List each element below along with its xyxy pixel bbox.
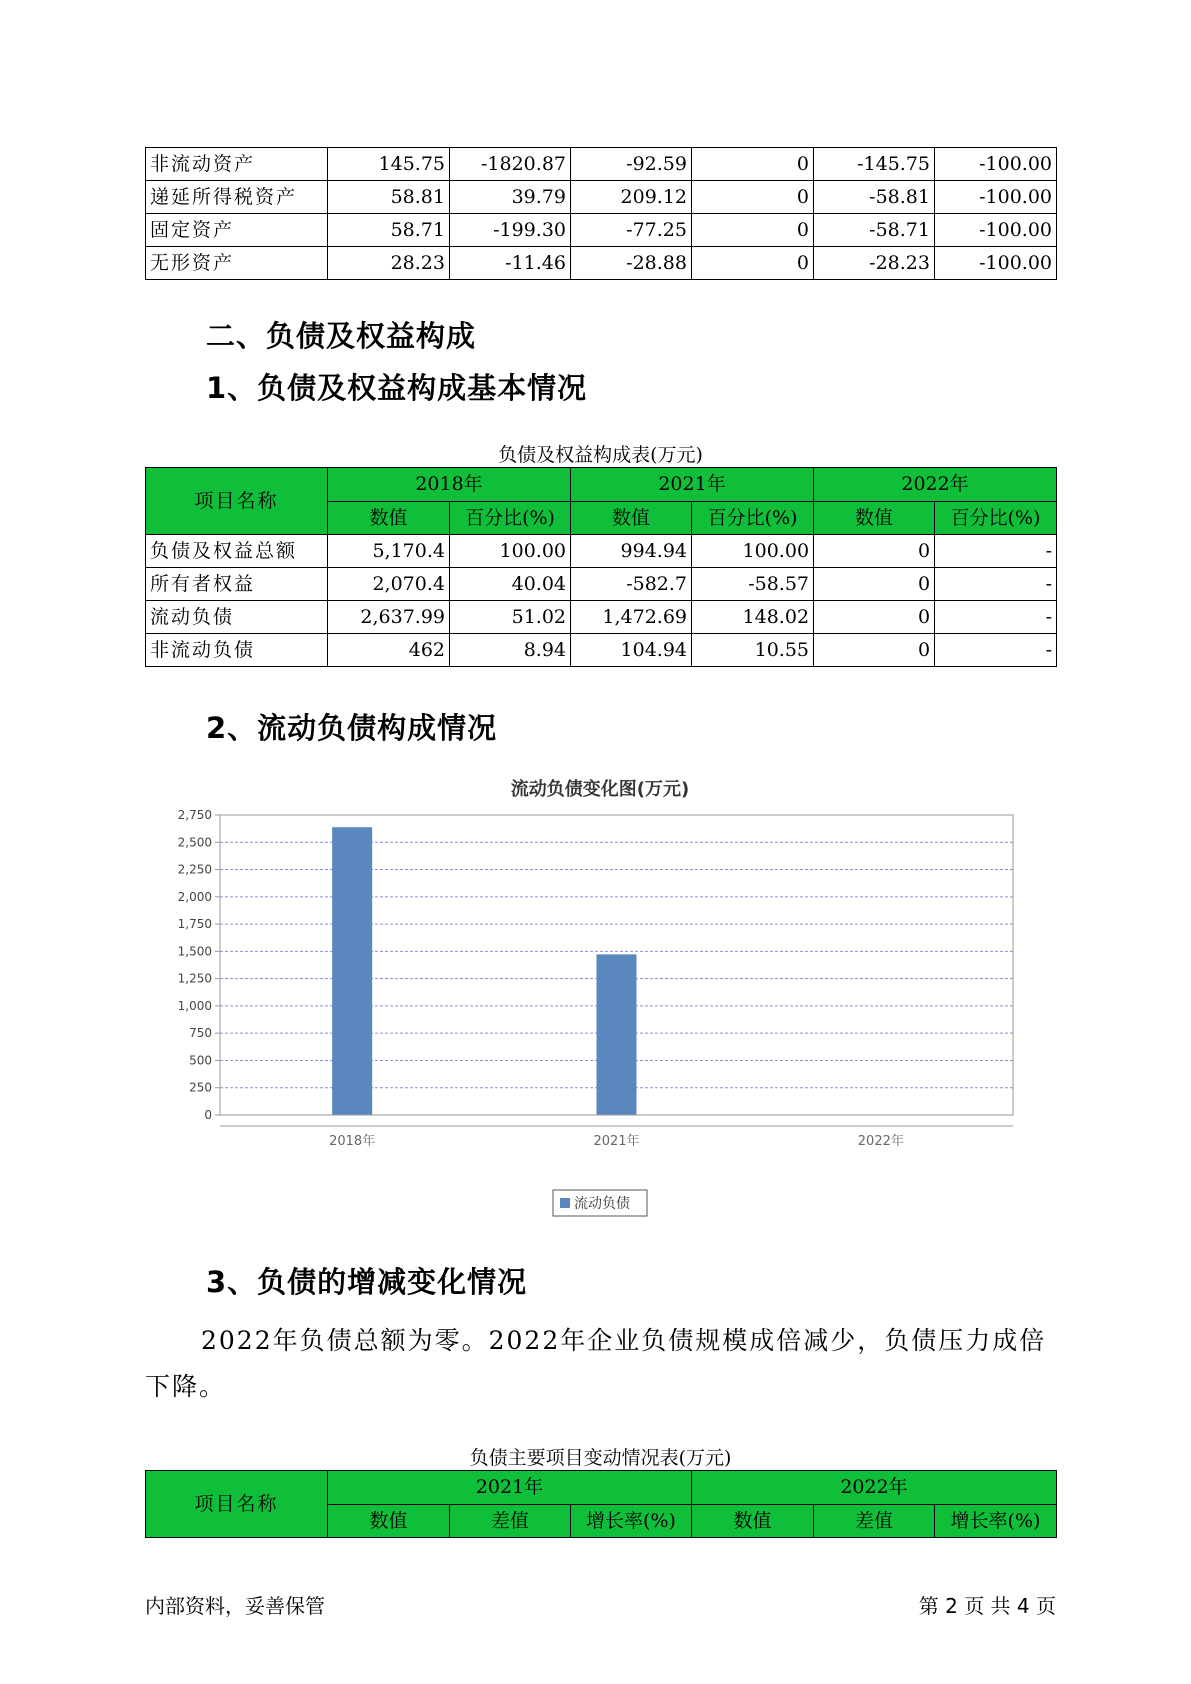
table-cell: 0	[814, 634, 935, 667]
table-cell: -199.30	[450, 214, 571, 247]
sub-header: 数值	[328, 501, 450, 535]
x-tick-label: 2021年	[593, 1134, 640, 1149]
table-cell: -58.57	[692, 568, 814, 601]
legend-swatch	[560, 1198, 570, 1208]
table-cell: 0	[692, 214, 814, 247]
table-cell: -92.59	[571, 148, 692, 181]
table-cell: 1,472.69	[571, 601, 692, 634]
table-cell: 2,070.4	[328, 568, 450, 601]
table-row	[146, 535, 1057, 568]
sub-header: 百分比(%)	[692, 501, 814, 535]
table-cell: 51.02	[450, 601, 571, 634]
table-cell: 58.71	[328, 214, 450, 247]
current-liabilities-chart	[160, 770, 1040, 1250]
y-tick-label: 750	[189, 1026, 212, 1041]
table-cell: -100.00	[935, 214, 1057, 247]
table-cell: -	[935, 634, 1057, 667]
year-header: 2021年	[571, 468, 814, 502]
row-label: 非流动资产	[146, 148, 328, 181]
chart-title: 流动负债变化图(万元)	[510, 779, 690, 800]
y-tick-label: 500	[189, 1053, 212, 1068]
year-header: 2018年	[328, 468, 571, 502]
item-name-header: 项目名称	[146, 1471, 328, 1538]
table-cell: -77.25	[571, 214, 692, 247]
y-tick-label: 2,000	[177, 889, 212, 904]
sub-header: 增长率(%)	[935, 1504, 1057, 1538]
y-tick-label: 250	[189, 1080, 212, 1095]
bar	[332, 827, 372, 1115]
table-cell: 0	[692, 247, 814, 280]
row-label: 递延所得税资产	[146, 181, 328, 214]
table-cell: 0	[692, 148, 814, 181]
y-tick-label: 2,750	[177, 808, 212, 822]
table-cell: 100.00	[450, 535, 571, 568]
table-cell: 10.55	[692, 634, 814, 667]
table-cell: 2,637.99	[328, 601, 450, 634]
table-cell: -	[935, 601, 1057, 634]
table-cell: 148.02	[692, 601, 814, 634]
subsection-heading-2: 2、流动负债构成情况	[206, 711, 498, 745]
table-cell: -145.75	[814, 148, 935, 181]
table-cell: 0	[692, 181, 814, 214]
footer-confidential: 内部资料，妥善保管	[145, 1594, 325, 1618]
subsection-heading-1: 1、负债及权益构成基本情况	[206, 371, 588, 405]
asset-change-table	[145, 147, 1057, 280]
sub-header: 数值	[571, 501, 692, 535]
table-cell: 0	[814, 568, 935, 601]
row-label: 无形资产	[146, 247, 328, 280]
y-tick-label: 1,000	[177, 998, 212, 1013]
sub-header: 数值	[692, 1504, 814, 1538]
table-cell: -100.00	[935, 148, 1057, 181]
y-tick-label: 0	[204, 1108, 212, 1122]
sub-header: 百分比(%)	[935, 501, 1057, 535]
equity-composition-table	[145, 467, 1057, 667]
row-label: 非流动负债	[146, 634, 328, 667]
y-tick-label: 2,500	[177, 835, 212, 850]
table-cell: 0	[814, 601, 935, 634]
table-cell: 994.94	[571, 535, 692, 568]
liability-table-caption: 负债主要项目变动情况表(万元)	[469, 1447, 732, 1469]
sub-header: 增长率(%)	[571, 1504, 692, 1538]
sub-header: 百分比(%)	[450, 501, 571, 535]
table-row	[146, 181, 1057, 214]
item-name-header: 项目名称	[146, 468, 328, 535]
liability-change-table	[145, 1470, 1057, 1538]
table-cell: -100.00	[935, 247, 1057, 280]
chart-legend	[553, 1190, 647, 1216]
table-cell: -11.46	[450, 247, 571, 280]
table-cell: -58.71	[814, 214, 935, 247]
footer-page-number: 第 2 页 共 4 页	[918, 1594, 1056, 1618]
table-cell: -	[935, 568, 1057, 601]
x-tick-label: 2022年	[857, 1134, 904, 1149]
table-cell: 462	[328, 634, 450, 667]
row-label: 流动负债	[146, 601, 328, 634]
row-label: 所有者权益	[146, 568, 328, 601]
y-tick-label: 1,250	[177, 971, 212, 986]
table-cell: 5,170.4	[328, 535, 450, 568]
subsection-heading-3: 3、负债的增减变化情况	[206, 1265, 528, 1299]
table-cell: 145.75	[328, 148, 450, 181]
bar	[597, 954, 637, 1115]
body-paragraph: 2022年负债总额为零。2022年企业负债规模成倍减少，负债压力成倍下降。	[145, 1326, 1047, 1401]
y-tick-label: 2,250	[177, 862, 212, 877]
table-row	[146, 214, 1057, 247]
y-tick-label: 1,500	[177, 944, 212, 959]
table-cell: 0	[814, 535, 935, 568]
equity-table-caption: 负债及权益构成表(万元)	[498, 444, 703, 466]
section-heading: 二、负债及权益构成	[206, 319, 477, 353]
table-cell: -58.81	[814, 181, 935, 214]
table-cell: 104.94	[571, 634, 692, 667]
table-cell: 8.94	[450, 634, 571, 667]
table-cell: 58.81	[328, 181, 450, 214]
year-header: 2021年	[328, 1471, 692, 1505]
table-row	[146, 247, 1057, 280]
table-cell: -582.7	[571, 568, 692, 601]
sub-header: 差值	[450, 1504, 571, 1538]
table-cell: -100.00	[935, 181, 1057, 214]
table-row	[146, 601, 1057, 634]
table-cell: 40.04	[450, 568, 571, 601]
table-row	[146, 634, 1057, 667]
x-tick-label: 2018年	[329, 1134, 376, 1149]
table-cell: -	[935, 535, 1057, 568]
row-label: 负债及权益总额	[146, 535, 328, 568]
legend-label: 流动负债	[574, 1196, 630, 1212]
table-cell: -28.88	[571, 247, 692, 280]
table-cell: -28.23	[814, 247, 935, 280]
table-cell: -1820.87	[450, 148, 571, 181]
sub-header: 数值	[328, 1504, 450, 1538]
year-header: 2022年	[814, 468, 1057, 502]
y-tick-label: 1,750	[177, 917, 212, 932]
table-cell: 209.12	[571, 181, 692, 214]
sub-header: 差值	[814, 1504, 935, 1538]
table-cell: 28.23	[328, 247, 450, 280]
table-row	[146, 568, 1057, 601]
table-row	[146, 148, 1057, 181]
table-cell: 39.79	[450, 181, 571, 214]
table-cell: 100.00	[692, 535, 814, 568]
year-header: 2022年	[692, 1471, 1057, 1505]
row-label: 固定资产	[146, 214, 328, 247]
sub-header: 数值	[814, 501, 935, 535]
